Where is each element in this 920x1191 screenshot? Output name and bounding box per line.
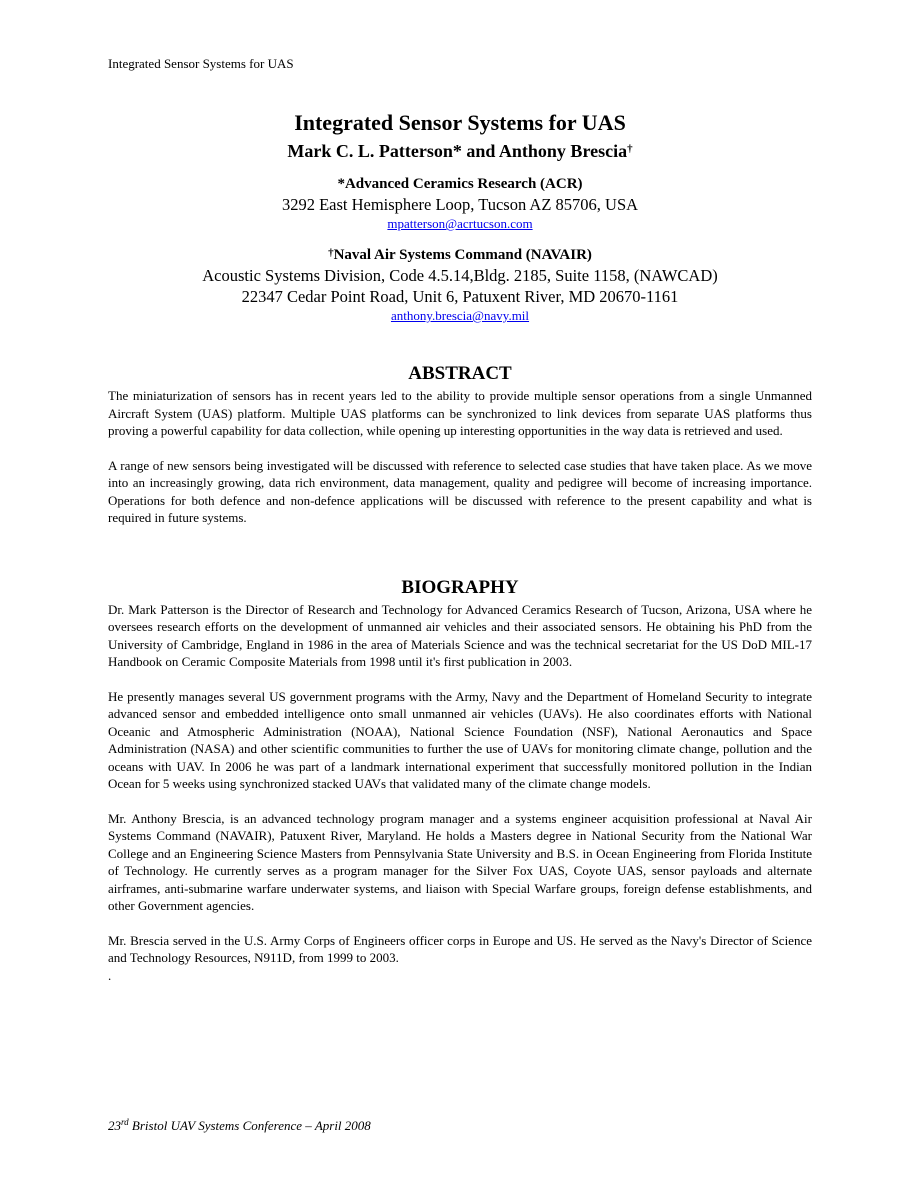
affiliation-name — [108, 245, 812, 265]
affiliation-address: Acoustic Systems Division, Code 4.5.14,Bldg. 2185, Suite 1158, (NAWCAD) — [202, 266, 718, 285]
footer-number: 23 — [108, 1118, 121, 1133]
affiliation-address: 3292 East Hemisphere Loop, Tucson AZ 85706, USA — [281, 195, 639, 214]
abstract-section — [108, 361, 812, 527]
dagger-mark: † — [627, 143, 633, 155]
running-header: Integrated Sensor Systems for UAS — [108, 56, 294, 71]
abstract-paragraph: The miniaturization of sensors has in recent years led to the ability to provide multiple sensor operations from a single Unmanned Aircraft System (UAS) platform. Multiple UAS platforms can be synchronized to link devices from separate UAS platforms thus proving a powerful capability for data collection, while opening up interesting opportunities in the way data is retrieved and used. — [108, 388, 812, 438]
paper-title: Integrated Sensor Systems for UAS — [294, 110, 626, 135]
page-body — [108, 108, 812, 984]
footer-text: Bristol UAV Systems Conference – April 2008 — [128, 1118, 371, 1133]
biography-paragraph: Dr. Mark Patterson is the Director of Research and Technology for Advanced Ceramics Research of Tucson, Arizona, USA where he oversees research efforts on the development of unmanned air vehicles and their associated sensors. He obtaining his PhD from the University of Cambridge, England in 1986 in the area of Materials Science and was the technical secretariat for the US DoD MIL-17 Handbook on Ceramic Composite Materials from 1998 until it's first publication in 2003. — [108, 601, 812, 669]
author-line — [108, 138, 812, 164]
footer-ordinal: rd — [121, 1117, 129, 1127]
email-link-patterson[interactable]: mpatterson@acrtucson.com — [387, 216, 533, 231]
biography-section — [108, 575, 812, 985]
email-link-brescia[interactable]: anthony.brescia@navy.mil — [390, 308, 530, 323]
abstract-heading: ABSTRACT — [408, 363, 512, 384]
biography-heading: BIOGRAPHY — [401, 576, 519, 598]
biography-paragraph: He presently manages several US government programs with the Army, Navy and the Department of Homeland Security to integrate advanced sensor and embedded intelligence onto small unmanned air vehicles (UAVs). He also coordinates efforts with National Oceanic and Atmospheric Administration (NOAA), National Science Foundation (NSF), National Aeronautics and Space Administration (NASA) and other scientific communities to further the use of UAVs for monitoring climate change, pollution and the oceans with UAV. In 2006 he was part of a landmark international experiment that successfully monitored pollution in the Indian Ocean for 5 weeks using synchronized stacked UAVs that validated many of the climate change models. — [108, 688, 812, 791]
affiliation-navair — [108, 245, 812, 325]
trailing-mark: . — [108, 967, 112, 983]
author-names: Mark C. L. Patterson* and Anthony Brescia — [287, 141, 628, 161]
affiliation-acr — [108, 174, 812, 233]
biography-paragraph: Mr. Brescia served in the U.S. Army Corps of Engineers officer corps in Europe and US. He served as the Navy's Director of Science and Technology Resources, N911D, from 1999 to 2003. — [108, 932, 812, 965]
page-footer — [108, 1118, 371, 1134]
affiliation-name: *Advanced Ceramics Research (ACR) — [337, 176, 583, 192]
abstract-paragraph: A range of new sensors being investigated will be discussed with reference to selected case studies that have taken place. As we move into an increasingly growing, data rich environment, data management, quality and pedigree will become of increasing importance. Operations for both defence and non-defence applications will be discussed with reference to the present capability and what is required in future systems. — [108, 457, 812, 525]
biography-paragraph: Mr. Anthony Brescia, is an advanced technology program manager and a systems engineer acquisition professional at Naval Air Systems Command (NAVAIR), Patuxent River, Maryland. He holds a Masters degree in National Security from the National War College and an Engineering Science Masters from Pennsylvania State University and B.S. in Ocean Engineering from Florida Institute of Technology. He currently serves as a program manager for the Silver Fox UAS, Coyote UAS, sensor payloads and alternate airframes, anti-submarine warfare underwater systems, and liaison with Special Warfare groups, foreign defense establishments, and other Government agencies. — [108, 810, 812, 913]
affiliation-name-text: Naval Air Systems Command (NAVAIR) — [333, 247, 592, 263]
dagger-mark: † — [328, 247, 334, 259]
affiliation-address: 22347 Cedar Point Road, Unit 6, Patuxent River, MD 20670-1161 — [241, 287, 679, 306]
